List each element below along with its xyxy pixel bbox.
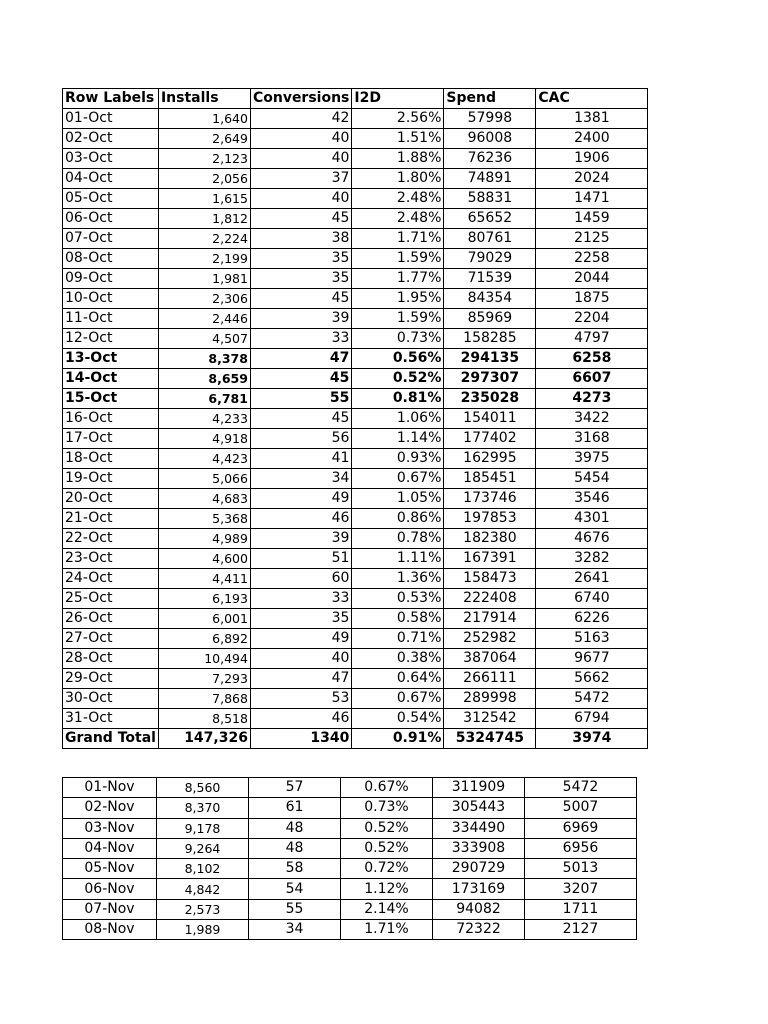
cell-cac: 2400	[536, 129, 648, 149]
cell-label: 06-Oct	[63, 209, 159, 229]
cell-label: 05-Oct	[63, 189, 159, 209]
cell-installs: 6,001	[158, 609, 250, 629]
cell-installs: 5,066	[158, 469, 250, 489]
cell-cac: 4797	[536, 329, 648, 349]
cell-spend: 58831	[444, 189, 536, 209]
grand-total-label: Grand Total	[63, 729, 159, 749]
october-rows	[63, 109, 648, 729]
cell-cac: 6607	[536, 369, 648, 389]
cell-conversions: 40	[250, 149, 351, 169]
cell-label: 13-Oct	[63, 349, 159, 369]
cell-i2d: 0.38%	[352, 649, 444, 669]
cell-i2d: 2.48%	[352, 209, 444, 229]
cell-i2d: 0.86%	[352, 509, 444, 529]
table-row	[63, 798, 637, 818]
cell-conversions: 45	[250, 209, 351, 229]
cell-conversions: 45	[250, 409, 351, 429]
cell-i2d: 0.67%	[352, 689, 444, 709]
cell-installs: 7,293	[158, 669, 250, 689]
cell-label: 12-Oct	[63, 329, 159, 349]
cell-spend: 334490	[433, 818, 525, 838]
cell-label: 02-Nov	[63, 798, 157, 818]
cell-conversions: 48	[249, 818, 341, 838]
header-cac: CAC	[536, 89, 648, 109]
cell-conversions: 48	[249, 838, 341, 858]
cell-spend: 96008	[444, 129, 536, 149]
cell-conversions: 33	[250, 589, 351, 609]
cell-spend: 185451	[444, 469, 536, 489]
cell-cac: 3282	[536, 549, 648, 569]
november-rows	[63, 778, 637, 940]
cell-conversions: 49	[250, 489, 351, 509]
table-row	[63, 349, 648, 369]
cell-cac: 6969	[525, 818, 637, 838]
cell-installs: 2,573	[157, 899, 249, 919]
header-row-labels: Row Labels	[63, 89, 159, 109]
cell-cac: 5662	[536, 669, 648, 689]
cell-spend: 294135	[444, 349, 536, 369]
cell-cac: 5013	[525, 859, 637, 879]
header-i2d: I2D	[352, 89, 444, 109]
cell-label: 11-Oct	[63, 309, 159, 329]
cell-cac: 5007	[525, 798, 637, 818]
table-row	[63, 509, 648, 529]
cell-conversions: 41	[250, 449, 351, 469]
table-row	[63, 129, 648, 149]
cell-label: 25-Oct	[63, 589, 159, 609]
cell-spend: 289998	[444, 689, 536, 709]
table-row	[63, 818, 637, 838]
cell-conversions: 60	[250, 569, 351, 589]
cell-cac: 2024	[536, 169, 648, 189]
table-row	[63, 449, 648, 469]
cell-label: 01-Nov	[63, 778, 157, 798]
cell-i2d: 0.54%	[352, 709, 444, 729]
table-row	[63, 549, 648, 569]
cell-spend: 290729	[433, 859, 525, 879]
cell-i2d: 0.67%	[341, 778, 433, 798]
cell-i2d: 2.56%	[352, 109, 444, 129]
grand-total-conversions: 1340	[250, 729, 351, 749]
table-row	[63, 589, 648, 609]
cell-cac: 6794	[536, 709, 648, 729]
cell-cac: 1875	[536, 289, 648, 309]
cell-conversions: 49	[250, 629, 351, 649]
cell-installs: 9,264	[157, 838, 249, 858]
cell-cac: 5472	[525, 778, 637, 798]
cell-installs: 7,868	[158, 689, 250, 709]
cell-cac: 2044	[536, 269, 648, 289]
cell-cac: 3422	[536, 409, 648, 429]
cell-cac: 3168	[536, 429, 648, 449]
cell-conversions: 61	[249, 798, 341, 818]
cell-label: 18-Oct	[63, 449, 159, 469]
cell-installs: 1,640	[158, 109, 250, 129]
cell-i2d: 1.06%	[352, 409, 444, 429]
cell-i2d: 1.77%	[352, 269, 444, 289]
cell-i2d: 0.52%	[341, 818, 433, 838]
cell-spend: 74891	[444, 169, 536, 189]
cell-i2d: 0.58%	[352, 609, 444, 629]
table-row	[63, 329, 648, 349]
october-pivot-table	[62, 88, 648, 749]
cell-cac: 6226	[536, 609, 648, 629]
cell-cac: 4301	[536, 509, 648, 529]
cell-i2d: 2.14%	[341, 899, 433, 919]
cell-installs: 8,378	[158, 349, 250, 369]
grand-total-cac: 3974	[536, 729, 648, 749]
cell-conversions: 34	[249, 920, 341, 940]
cell-spend: 80761	[444, 229, 536, 249]
table-row	[63, 309, 648, 329]
cell-conversions: 35	[250, 249, 351, 269]
header-conversions: Conversions	[250, 89, 351, 109]
header-row	[63, 89, 648, 109]
table-row	[63, 269, 648, 289]
cell-label: 22-Oct	[63, 529, 159, 549]
grand-total-installs: 147,326	[158, 729, 250, 749]
cell-i2d: 0.64%	[352, 669, 444, 689]
cell-conversions: 40	[250, 129, 351, 149]
cell-cac: 5163	[536, 629, 648, 649]
cell-spend: 85969	[444, 309, 536, 329]
cell-i2d: 2.48%	[352, 189, 444, 209]
cell-installs: 4,411	[158, 569, 250, 589]
cell-installs: 2,123	[158, 149, 250, 169]
cell-i2d: 1.88%	[352, 149, 444, 169]
header-spend: Spend	[444, 89, 536, 109]
cell-installs: 4,423	[158, 449, 250, 469]
cell-cac: 2204	[536, 309, 648, 329]
table-row	[63, 489, 648, 509]
table-row	[63, 289, 648, 309]
cell-i2d: 0.56%	[352, 349, 444, 369]
cell-i2d: 0.71%	[352, 629, 444, 649]
table-row	[63, 609, 648, 629]
cell-installs: 2,446	[158, 309, 250, 329]
cell-label: 04-Nov	[63, 838, 157, 858]
cell-spend: 72322	[433, 920, 525, 940]
cell-conversions: 46	[250, 509, 351, 529]
cell-i2d: 1.59%	[352, 309, 444, 329]
cell-cac: 1459	[536, 209, 648, 229]
cell-spend: 65652	[444, 209, 536, 229]
table-row	[63, 389, 648, 409]
cell-cac: 3207	[525, 879, 637, 899]
cell-label: 26-Oct	[63, 609, 159, 629]
cell-label: 16-Oct	[63, 409, 159, 429]
cell-label: 30-Oct	[63, 689, 159, 709]
cell-spend: 312542	[444, 709, 536, 729]
cell-i2d: 0.53%	[352, 589, 444, 609]
cell-cac: 3546	[536, 489, 648, 509]
cell-conversions: 58	[249, 859, 341, 879]
cell-installs: 8,659	[158, 369, 250, 389]
cell-installs: 8,518	[158, 709, 250, 729]
cell-cac: 5454	[536, 469, 648, 489]
cell-installs: 4,233	[158, 409, 250, 429]
cell-label: 07-Nov	[63, 899, 157, 919]
cell-label: 14-Oct	[63, 369, 159, 389]
cell-installs: 1,615	[158, 189, 250, 209]
table-row	[63, 409, 648, 429]
cell-label: 04-Oct	[63, 169, 159, 189]
cell-spend: 173746	[444, 489, 536, 509]
cell-label: 21-Oct	[63, 509, 159, 529]
cell-i2d: 1.59%	[352, 249, 444, 269]
header-installs: Installs	[158, 89, 250, 109]
cell-installs: 8,560	[157, 778, 249, 798]
cell-label: 31-Oct	[63, 709, 159, 729]
table-row	[63, 709, 648, 729]
table-row	[63, 149, 648, 169]
table-row	[63, 209, 648, 229]
cell-spend: 222408	[444, 589, 536, 609]
cell-label: 06-Nov	[63, 879, 157, 899]
cell-spend: 311909	[433, 778, 525, 798]
table-row	[63, 249, 648, 269]
cell-spend: 94082	[433, 899, 525, 919]
cell-conversions: 47	[250, 349, 351, 369]
cell-label: 20-Oct	[63, 489, 159, 509]
cell-i2d: 0.52%	[352, 369, 444, 389]
cell-installs: 10,494	[158, 649, 250, 669]
cell-conversions: 40	[250, 189, 351, 209]
table-row	[63, 920, 637, 940]
cell-spend: 305443	[433, 798, 525, 818]
cell-label: 17-Oct	[63, 429, 159, 449]
table-row	[63, 529, 648, 549]
cell-installs: 2,649	[158, 129, 250, 149]
table-row	[63, 669, 648, 689]
cell-conversions: 34	[250, 469, 351, 489]
table-row	[63, 689, 648, 709]
cell-label: 03-Oct	[63, 149, 159, 169]
cell-i2d: 0.78%	[352, 529, 444, 549]
cell-i2d: 0.93%	[352, 449, 444, 469]
cell-i2d: 0.81%	[352, 389, 444, 409]
cell-label: 19-Oct	[63, 469, 159, 489]
cell-installs: 8,102	[157, 859, 249, 879]
cell-conversions: 45	[250, 369, 351, 389]
cell-cac: 2258	[536, 249, 648, 269]
cell-i2d: 1.71%	[352, 229, 444, 249]
cell-installs: 6,193	[158, 589, 250, 609]
table-row	[63, 569, 648, 589]
cell-installs: 2,056	[158, 169, 250, 189]
cell-i2d: 0.73%	[352, 329, 444, 349]
cell-conversions: 39	[250, 309, 351, 329]
cell-label: 07-Oct	[63, 229, 159, 249]
cell-cac: 9677	[536, 649, 648, 669]
cell-i2d: 1.12%	[341, 879, 433, 899]
cell-spend: 177402	[444, 429, 536, 449]
cell-i2d: 1.11%	[352, 549, 444, 569]
cell-conversions: 53	[250, 689, 351, 709]
cell-cac: 6258	[536, 349, 648, 369]
cell-spend: 76236	[444, 149, 536, 169]
cell-installs: 8,370	[157, 798, 249, 818]
table-row	[63, 169, 648, 189]
cell-spend: 158473	[444, 569, 536, 589]
cell-conversions: 55	[250, 389, 351, 409]
cell-installs: 1,989	[157, 920, 249, 940]
table-row	[63, 189, 648, 209]
cell-conversions: 51	[250, 549, 351, 569]
cell-i2d: 1.51%	[352, 129, 444, 149]
cell-cac: 3975	[536, 449, 648, 469]
cell-conversions: 35	[250, 269, 351, 289]
cell-cac: 1471	[536, 189, 648, 209]
cell-installs: 4,842	[157, 879, 249, 899]
table-row	[63, 899, 637, 919]
cell-installs: 4,918	[158, 429, 250, 449]
cell-conversions: 42	[250, 109, 351, 129]
cell-cac: 2125	[536, 229, 648, 249]
cell-installs: 4,989	[158, 529, 250, 549]
cell-installs: 5,368	[158, 509, 250, 529]
table-row	[63, 879, 637, 899]
cell-cac: 6956	[525, 838, 637, 858]
grand-total-row	[63, 729, 648, 749]
cell-spend: 387064	[444, 649, 536, 669]
cell-spend: 71539	[444, 269, 536, 289]
cell-cac: 4676	[536, 529, 648, 549]
cell-conversions: 33	[250, 329, 351, 349]
cell-spend: 333908	[433, 838, 525, 858]
cell-spend: 182380	[444, 529, 536, 549]
cell-spend: 162995	[444, 449, 536, 469]
cell-installs: 2,199	[158, 249, 250, 269]
table-row	[63, 859, 637, 879]
cell-conversions: 47	[250, 669, 351, 689]
table-row	[63, 229, 648, 249]
cell-i2d: 0.73%	[341, 798, 433, 818]
cell-label: 28-Oct	[63, 649, 159, 669]
grand-total-spend: 5324745	[444, 729, 536, 749]
table-row	[63, 778, 637, 798]
cell-spend: 154011	[444, 409, 536, 429]
cell-i2d: 0.67%	[352, 469, 444, 489]
cell-conversions: 38	[250, 229, 351, 249]
table-row	[63, 429, 648, 449]
cell-conversions: 39	[250, 529, 351, 549]
cell-installs: 6,781	[158, 389, 250, 409]
grand-total-i2d: 0.91%	[352, 729, 444, 749]
cell-i2d: 1.80%	[352, 169, 444, 189]
cell-i2d: 1.95%	[352, 289, 444, 309]
cell-label: 23-Oct	[63, 549, 159, 569]
table-row	[63, 369, 648, 389]
cell-spend: 79029	[444, 249, 536, 269]
cell-cac: 6740	[536, 589, 648, 609]
table-row	[63, 109, 648, 129]
cell-installs: 1,812	[158, 209, 250, 229]
cell-i2d: 0.72%	[341, 859, 433, 879]
cell-spend: 235028	[444, 389, 536, 409]
cell-i2d: 1.14%	[352, 429, 444, 449]
cell-label: 10-Oct	[63, 289, 159, 309]
cell-conversions: 45	[250, 289, 351, 309]
cell-spend: 158285	[444, 329, 536, 349]
cell-cac: 4273	[536, 389, 648, 409]
cell-spend: 297307	[444, 369, 536, 389]
cell-installs: 4,507	[158, 329, 250, 349]
table-row	[63, 649, 648, 669]
cell-spend: 167391	[444, 549, 536, 569]
table-row	[63, 469, 648, 489]
cell-label: 24-Oct	[63, 569, 159, 589]
cell-label: 15-Oct	[63, 389, 159, 409]
cell-spend: 84354	[444, 289, 536, 309]
cell-spend: 217914	[444, 609, 536, 629]
cell-cac: 1906	[536, 149, 648, 169]
cell-label: 27-Oct	[63, 629, 159, 649]
cell-spend: 252982	[444, 629, 536, 649]
cell-conversions: 40	[250, 649, 351, 669]
table-row	[63, 629, 648, 649]
cell-i2d: 0.52%	[341, 838, 433, 858]
cell-spend: 197853	[444, 509, 536, 529]
cell-cac: 2641	[536, 569, 648, 589]
cell-installs: 9,178	[157, 818, 249, 838]
cell-cac: 1381	[536, 109, 648, 129]
cell-i2d: 1.71%	[341, 920, 433, 940]
cell-conversions: 54	[249, 879, 341, 899]
cell-label: 08-Nov	[63, 920, 157, 940]
cell-i2d: 1.05%	[352, 489, 444, 509]
cell-cac: 5472	[536, 689, 648, 709]
cell-installs: 4,683	[158, 489, 250, 509]
cell-label: 29-Oct	[63, 669, 159, 689]
cell-cac: 1711	[525, 899, 637, 919]
cell-label: 09-Oct	[63, 269, 159, 289]
cell-conversions: 37	[250, 169, 351, 189]
cell-label: 03-Nov	[63, 818, 157, 838]
cell-label: 01-Oct	[63, 109, 159, 129]
cell-label: 02-Oct	[63, 129, 159, 149]
cell-installs: 2,306	[158, 289, 250, 309]
table-row	[63, 838, 637, 858]
cell-conversions: 55	[249, 899, 341, 919]
cell-installs: 1,981	[158, 269, 250, 289]
cell-cac: 2127	[525, 920, 637, 940]
cell-label: 05-Nov	[63, 859, 157, 879]
cell-conversions: 35	[250, 609, 351, 629]
cell-conversions: 57	[249, 778, 341, 798]
cell-spend: 173169	[433, 879, 525, 899]
cell-installs: 2,224	[158, 229, 250, 249]
cell-conversions: 56	[250, 429, 351, 449]
cell-label: 08-Oct	[63, 249, 159, 269]
cell-installs: 6,892	[158, 629, 250, 649]
cell-spend: 266111	[444, 669, 536, 689]
cell-i2d: 1.36%	[352, 569, 444, 589]
cell-installs: 4,600	[158, 549, 250, 569]
cell-spend: 57998	[444, 109, 536, 129]
cell-conversions: 46	[250, 709, 351, 729]
november-table	[62, 777, 637, 940]
